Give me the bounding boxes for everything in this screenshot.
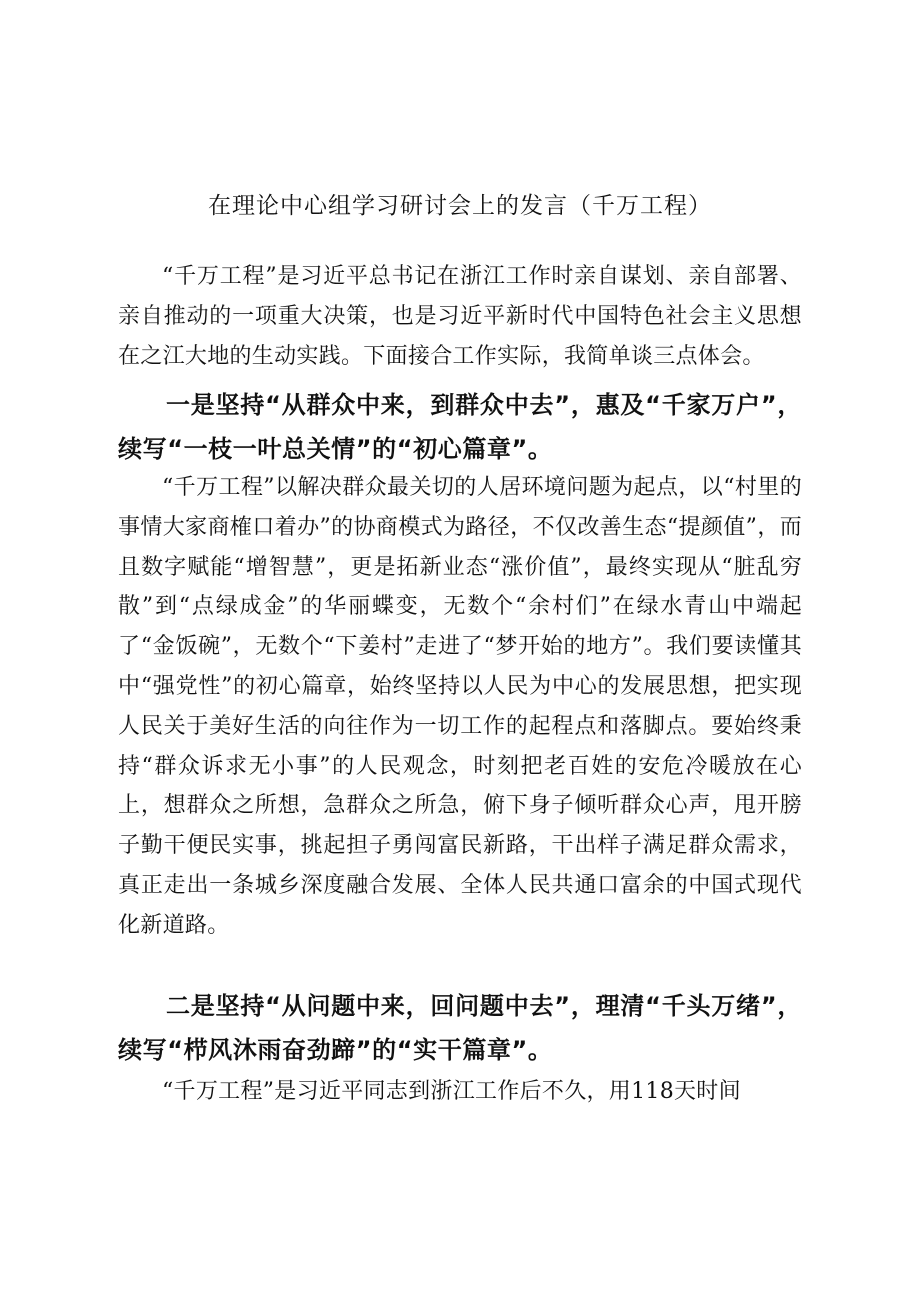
section-heading-2: 二是坚持“从问题中来，回问题中去”，理清“千头万绪”，续写“栉风沐雨奋劲蹄”的“实干篇章”。 xyxy=(118,992,802,1064)
section-1-paragraph: “千万工程”以解决群众最关切的人居环境问题为起点，以“村里的事情大家商榷口着办”的协商模式为路径，不仅改善生态“提颜值”，而且数字赋能“增智慧”，更是拓新业态“涨价值”，最终实现从“脏乱穷散”到“点绿成金”的华丽蝶变，无数个“余村们”在绿水青山中端起了“金饭碗”，无数个“下姜村”走进了“梦开始的地方”。我们要读懂其中“强党性”的初心篇章，始终坚持以人民为中心的发展思想，把实现人民关于美好生活的向往作为一切工作的起程点和落脚点。要始终秉持“群众诉求无小事”的人民观念，时刻把老百姓的安危冷暖放在心上，想群众之所想，急群众之所急，俯下身子倾听群众心声，甩开膀子勤干便民实事，挑起担子勇闯富民新路，干出样子满足群众需求，真正走出一条城乡深度融合发展、全体人民共通口富余的中国式现代化新道路。 xyxy=(118,475,802,938)
section-2-paragraph: “千万工程”是习近平同志到浙江工作后不久，用118天时间 xyxy=(162,1079,741,1104)
page-title: 在理论中心组学习研讨会上的发言（千万工程） xyxy=(208,193,712,219)
intro-paragraph: “千万工程”是习近平总书记在浙江工作时亲自谋划、亲自部署、亲自推动的一项重大决策，也是习近平新时代中国特色社会主义思想在之江大地的生动实践。下面接合工作实际，我简单谈三点体会。 xyxy=(118,264,802,369)
section-heading-1: 一是坚持“从群众中来，到群众中去”，惠及“千家万户”，续写“一枝一叶总关情”的“初心篇章”。 xyxy=(118,391,802,463)
